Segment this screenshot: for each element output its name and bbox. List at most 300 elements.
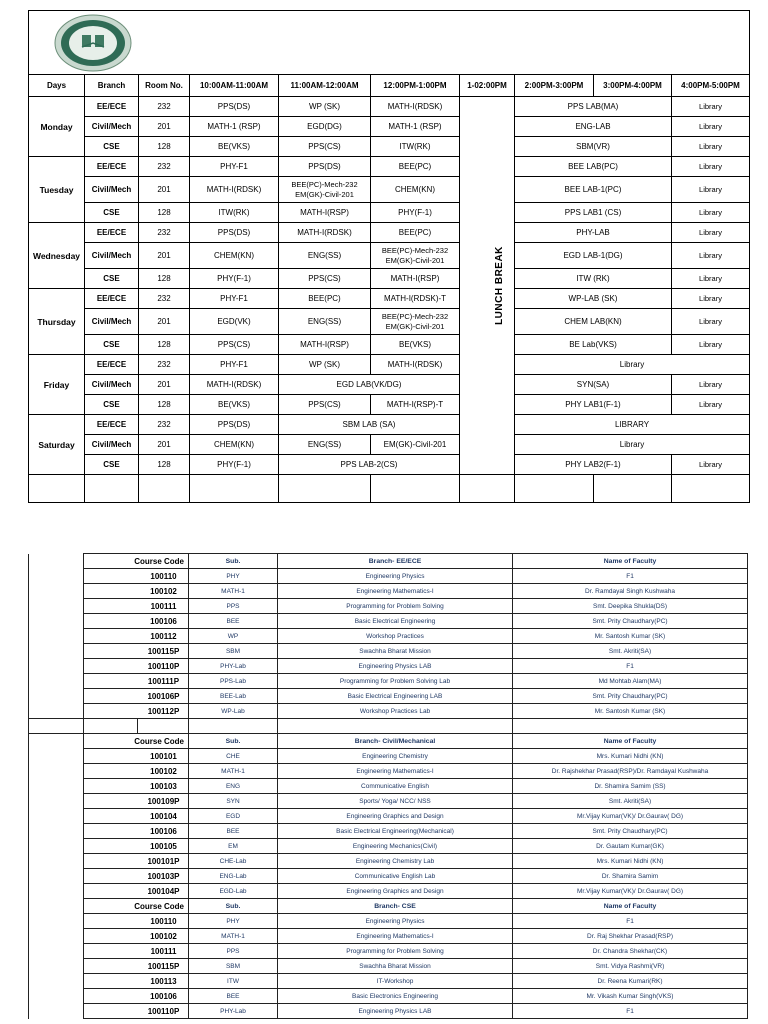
table-row — [29, 659, 748, 674]
course-code: 100106P — [84, 689, 189, 704]
blank-cell — [29, 584, 84, 599]
blank-cell — [29, 824, 84, 839]
subject-name: Swachha Bharat Mission — [278, 959, 513, 974]
subject-name: Engineering Physics — [278, 569, 513, 584]
subject-name: Workshop Practices Lab — [278, 704, 513, 719]
course-code: 100109P — [84, 794, 189, 809]
subject-name: IT-Workshop — [278, 974, 513, 989]
room-cell: 232 — [139, 289, 190, 309]
faculty-name: Mr.Vijay Kumar(VK)/ Dr.Gaurav( DG) — [513, 884, 748, 899]
period-cell: PHY(F-1) — [190, 269, 279, 289]
blank-cell — [29, 974, 84, 989]
course-code: 100103P — [84, 869, 189, 884]
blank-cell — [29, 719, 84, 734]
faculty-name: Smt. Prity Chaudhary(PC) — [513, 689, 748, 704]
blank-cell — [29, 809, 84, 824]
blank-cell — [29, 674, 84, 689]
subject-code: PHY — [189, 914, 278, 929]
room-cell: 201 — [139, 243, 190, 269]
faculty-name: Dr. Shamira Samim — [513, 869, 748, 884]
lab-cell: BEE LAB(PC) — [515, 157, 672, 177]
blank-cell — [29, 1004, 84, 1019]
period-cell: PPS(DS) — [190, 415, 279, 435]
subject-name: Engineering Graphics and Design — [278, 809, 513, 824]
period-cell: MATH-1 (RSP) — [190, 117, 279, 137]
header-slot-4: 2:00PM-3:00PM — [515, 75, 594, 97]
course-code: 100101P — [84, 854, 189, 869]
room-cell: 232 — [139, 223, 190, 243]
subject-name: Programming for Problem Solving — [278, 944, 513, 959]
course-code: 100104 — [84, 809, 189, 824]
timetable-empty-row — [29, 475, 750, 503]
faculty-name: Dr. Reena Kumari(RK) — [513, 974, 748, 989]
day-saturday: Saturday — [29, 415, 85, 475]
table-row — [29, 764, 748, 779]
timetable-row — [29, 137, 750, 157]
table-row — [29, 824, 748, 839]
table-row — [29, 854, 748, 869]
period-cell: BE(VKS) — [190, 395, 279, 415]
subject-code: BEE — [189, 989, 278, 1004]
branch-cell: EE/ECE — [85, 157, 139, 177]
subject-name: Engineering Physics — [278, 914, 513, 929]
table-row — [29, 929, 748, 944]
blank-cell — [84, 719, 138, 734]
table-row — [29, 749, 748, 764]
header-room: Room No. — [139, 75, 190, 97]
table-row — [29, 1004, 748, 1019]
timetable-row — [29, 157, 750, 177]
blank-cell — [29, 989, 84, 1004]
room-cell: 201 — [139, 309, 190, 335]
faculty-name: F1 — [513, 1004, 748, 1019]
subject-code: MATH-1 — [189, 929, 278, 944]
blank-cell — [29, 794, 84, 809]
room-cell: 201 — [139, 375, 190, 395]
faculty-name: Mrs. Kumari Nidhi (KN) — [513, 854, 748, 869]
branch-cell: EE/ECE — [85, 97, 139, 117]
blank-cell — [29, 914, 84, 929]
period-cell: PPS(CS) — [279, 137, 371, 157]
course-code-header: Course Code — [84, 734, 189, 749]
timetable-row — [29, 309, 750, 335]
course-code-header: Course Code — [84, 899, 189, 914]
period-cell: PHY-F1 — [190, 289, 279, 309]
blank-cell — [29, 614, 84, 629]
timetable-row — [29, 177, 750, 203]
period-cell: ENG(SS) — [279, 243, 371, 269]
blank-cell — [29, 554, 84, 569]
course-code: 100112P — [84, 704, 189, 719]
library-cell: Library — [672, 289, 750, 309]
lab-cell: PHY LAB1(F-1) — [515, 395, 672, 415]
course-code: 100110 — [84, 914, 189, 929]
course-code: 100110 — [84, 569, 189, 584]
lab-cell: PHY-LAB — [515, 223, 672, 243]
blank-cell — [29, 899, 84, 914]
subject-name: Sports/ Yoga/ NCC/ NSS — [278, 794, 513, 809]
library-cell: Library — [672, 223, 750, 243]
course-code: 100106 — [84, 989, 189, 1004]
blank-cell — [29, 929, 84, 944]
lab-cell: PPS LAB(MA) — [515, 97, 672, 117]
subject-name: Engineering Mathematics-I — [278, 764, 513, 779]
course-code: 100101 — [84, 749, 189, 764]
branch-cell: Civil/Mech — [85, 435, 139, 455]
library-cell: Library — [672, 269, 750, 289]
library-cell: Library — [672, 455, 750, 475]
header-slot-3: 12:00PM-1:00PM — [371, 75, 460, 97]
library-cell: Library — [672, 203, 750, 223]
subject-code: BEE — [189, 824, 278, 839]
library-cell: LIBRARY — [515, 415, 750, 435]
course-code: 100115P — [84, 959, 189, 974]
period-cell: PPS LAB-2(CS) — [279, 455, 460, 475]
table-row — [29, 944, 748, 959]
timetable-row — [29, 97, 750, 117]
period-cell: PPS(DS) — [190, 223, 279, 243]
day-tuesday: Tuesday — [29, 157, 85, 223]
period-cell-split: BEE(PC)-Mech-232 EM(GK)-Civil-201 — [279, 177, 371, 203]
faculty-name: F1 — [513, 569, 748, 584]
library-cell: Library — [672, 157, 750, 177]
branch-cell: Civil/Mech — [85, 117, 139, 137]
course-code-header: Course Code — [84, 554, 189, 569]
lab-cell: PPS LAB1 (CS) — [515, 203, 672, 223]
table-row — [29, 884, 748, 899]
course-code: 100102 — [84, 929, 189, 944]
timetable-row — [29, 117, 750, 137]
room-cell: 128 — [139, 203, 190, 223]
college-seal-logo — [53, 13, 133, 73]
subject-name: Programming for Problem Solving — [278, 599, 513, 614]
period-cell: WP (SK) — [279, 355, 371, 375]
faculty-name: Smt. Vidya Rashmi(VR) — [513, 959, 748, 974]
period-cell: PHY(F-1) — [371, 203, 460, 223]
branch-header: Branch- Civil/Mechanical — [278, 734, 513, 749]
faculty-name: Mrs. Kumari Nidhi (KN) — [513, 749, 748, 764]
subject-code: ENG-Lab — [189, 869, 278, 884]
table-row — [29, 989, 748, 1004]
blank-cell — [29, 854, 84, 869]
period-cell: MATH-I(RSP) — [279, 335, 371, 355]
faculty-section-header — [29, 734, 748, 749]
period-cell: EGD(VK) — [190, 309, 279, 335]
table-row — [29, 869, 748, 884]
table-row — [29, 599, 748, 614]
period-cell: BE(VKS) — [190, 137, 279, 157]
blank-cell — [29, 959, 84, 974]
table-row — [29, 614, 748, 629]
blank-cell — [29, 884, 84, 899]
room-cell: 128 — [139, 269, 190, 289]
faculty-name: Smt. Akriti(SA) — [513, 644, 748, 659]
lab-cell: BEE LAB-1(PC) — [515, 177, 672, 203]
table-row — [29, 569, 748, 584]
faculty-name: F1 — [513, 914, 748, 929]
course-code: 100103 — [84, 779, 189, 794]
faculty-name: F1 — [513, 659, 748, 674]
lab-cell: ENG-LAB — [515, 117, 672, 137]
library-cell: Library — [672, 243, 750, 269]
day-monday: Monday — [29, 97, 85, 157]
faculty-name: Dr. Rajshekhar Prasad(RSP)/Dr. Ramdayal Kushwaha — [513, 764, 748, 779]
header-branch: Branch — [85, 75, 139, 97]
blank-cell — [29, 839, 84, 854]
timetable-row — [29, 355, 750, 375]
blank-cell — [278, 719, 513, 734]
sub-header: Sub. — [189, 734, 278, 749]
subject-code: PPS — [189, 944, 278, 959]
day-wednesday: Wednesday — [29, 223, 85, 289]
period-cell: ENG(SS) — [279, 435, 371, 455]
branch-cell: EE/ECE — [85, 355, 139, 375]
faculty-name: Dr. Shamira Samim (SS) — [513, 779, 748, 794]
timetable-row — [29, 243, 750, 269]
faculty-name: Smt. Akriti(SA) — [513, 794, 748, 809]
period-cell: ENG(SS) — [279, 309, 371, 335]
timetable-row — [29, 415, 750, 435]
period-cell: MATH-I(RSP)-T — [371, 395, 460, 415]
period-cell: CHEM(KN) — [371, 177, 460, 203]
timetable-row — [29, 435, 750, 455]
period-cell: BEE(PC) — [371, 157, 460, 177]
table-row — [29, 629, 748, 644]
course-code: 100102 — [84, 764, 189, 779]
faculty-name: Smt. Deepika Shukla(DS) — [513, 599, 748, 614]
subject-code: CHE-Lab — [189, 854, 278, 869]
timetable-row — [29, 203, 750, 223]
faculty-name: Dr. Chandra Shekhar(CK) — [513, 944, 748, 959]
period-cell: PHY-F1 — [190, 355, 279, 375]
table-row — [29, 674, 748, 689]
faculty-name: Dr. Raj Shekhar Prasad(RSP) — [513, 929, 748, 944]
blank-cell — [29, 749, 84, 764]
period-cell: MATH-I(RDSK)-T — [371, 289, 460, 309]
timetable-row — [29, 223, 750, 243]
library-cell: Library — [515, 355, 750, 375]
subject-code: ITW — [189, 974, 278, 989]
table-row — [29, 959, 748, 974]
period-cell: MATH-I(RDSK) — [190, 375, 279, 395]
branch-cell: EE/ECE — [85, 415, 139, 435]
subject-name: Engineering Mathematics-I — [278, 584, 513, 599]
period-cell: MATH-I(RDSK) — [371, 355, 460, 375]
period-cell: MATH-I(RDSK) — [371, 97, 460, 117]
sub-header: Sub. — [189, 899, 278, 914]
branch-header: Branch- EE/ECE — [278, 554, 513, 569]
header-slot-1: 10:00AM-11:00AM — [190, 75, 279, 97]
timetable-row — [29, 395, 750, 415]
branch-cell: CSE — [85, 395, 139, 415]
period-cell: PHY(F-1) — [190, 455, 279, 475]
library-cell: Library — [672, 335, 750, 355]
branch-cell: CSE — [85, 137, 139, 157]
subject-code: SBM — [189, 644, 278, 659]
blank-cell — [29, 689, 84, 704]
faculty-name: Smt. Prity Chaudhary(PC) — [513, 614, 748, 629]
period-cell: ITW(RK) — [371, 137, 460, 157]
subject-name: Engineering Physics LAB — [278, 1004, 513, 1019]
course-code: 100111 — [84, 599, 189, 614]
subject-code: SBM — [189, 959, 278, 974]
room-cell: 128 — [139, 335, 190, 355]
subject-name: Engineering Chemistry Lab — [278, 854, 513, 869]
room-cell: 128 — [139, 395, 190, 415]
table-row — [29, 704, 748, 719]
faculty-name: Dr. Ramdayal Singh Kushwaha — [513, 584, 748, 599]
table-row — [29, 839, 748, 854]
table-row — [29, 914, 748, 929]
subject-code: EGD — [189, 809, 278, 824]
lab-cell: CHEM LAB(KN) — [515, 309, 672, 335]
branch-cell: CSE — [85, 335, 139, 355]
branch-cell: CSE — [85, 203, 139, 223]
period-cell: BE(VKS) — [371, 335, 460, 355]
branch-cell: Civil/Mech — [85, 309, 139, 335]
branch-cell: Civil/Mech — [85, 375, 139, 395]
day-thursday: Thursday — [29, 289, 85, 355]
subject-name: Engineering Mechanics(Civil) — [278, 839, 513, 854]
period-cell-split: BEE(PC)-Mech-232 EM(GK)-Civil-201 — [371, 243, 460, 269]
period-cell: PPS(CS) — [190, 335, 279, 355]
table-row — [29, 689, 748, 704]
course-code: 100110P — [84, 1004, 189, 1019]
subject-code: WP — [189, 629, 278, 644]
lab-cell: SBM(VR) — [515, 137, 672, 157]
header-lunch-slot: 1-02:00PM — [460, 75, 515, 97]
period-cell: CHEM(KN) — [190, 435, 279, 455]
library-cell: Library — [672, 177, 750, 203]
branch-cell: CSE — [85, 269, 139, 289]
period-cell-split: BEE(PC)-Mech-232 EM(GK)-Civil-201 — [371, 309, 460, 335]
blank-cell — [513, 719, 748, 734]
library-cell: Library — [672, 117, 750, 137]
table-row — [29, 779, 748, 794]
faculty-name: Mr.Vijay Kumar(VK)/ Dr.Gaurav( DG) — [513, 809, 748, 824]
room-cell: 232 — [139, 97, 190, 117]
blank-cell — [138, 719, 189, 734]
course-code: 100106 — [84, 824, 189, 839]
blank-cell — [29, 644, 84, 659]
subject-code: PHY — [189, 569, 278, 584]
faculty-name: Mr. Santosh Kumar (SK) — [513, 629, 748, 644]
branch-cell: Civil/Mech — [85, 243, 139, 269]
course-code: 100112 — [84, 629, 189, 644]
library-cell: Library — [672, 375, 750, 395]
header-slot-6: 4:00PM-5:00PM — [672, 75, 750, 97]
period-cell: ITW(RK) — [190, 203, 279, 223]
blank-cell — [29, 599, 84, 614]
subject-code: PHY-Lab — [189, 659, 278, 674]
blank-cell — [29, 779, 84, 794]
room-cell: 232 — [139, 355, 190, 375]
timetable-row — [29, 289, 750, 309]
timetable — [28, 10, 750, 503]
subject-name: Swachha Bharat Mission — [278, 644, 513, 659]
subject-code: EGD-Lab — [189, 884, 278, 899]
logo-header — [29, 11, 750, 75]
subject-code: SYN — [189, 794, 278, 809]
subject-code: WP-Lab — [189, 704, 278, 719]
lab-cell: WP-LAB (SK) — [515, 289, 672, 309]
faculty-name-header: Name of Faculty — [513, 554, 748, 569]
period-cell: MATH-I(RDSK) — [190, 177, 279, 203]
library-cell: Library — [672, 137, 750, 157]
subject-code: BEE — [189, 614, 278, 629]
lab-cell: SYN(SA) — [515, 375, 672, 395]
period-cell: EGD LAB(VK/DG) — [279, 375, 460, 395]
blank-cell — [29, 659, 84, 674]
table-row — [29, 794, 748, 809]
header-days: Days — [29, 75, 85, 97]
period-cell: PPS(CS) — [279, 395, 371, 415]
subject-code: BEE-Lab — [189, 689, 278, 704]
blank-cell — [29, 944, 84, 959]
course-code: 100106 — [84, 614, 189, 629]
subject-name: Programming for Problem Solving Lab — [278, 674, 513, 689]
period-cell: EM(GK)-Civil-201 — [371, 435, 460, 455]
table-row — [29, 809, 748, 824]
subject-code: ENG — [189, 779, 278, 794]
lab-cell: ITW (RK) — [515, 269, 672, 289]
period-cell: WP (SK) — [279, 97, 371, 117]
library-cell: Library — [515, 435, 750, 455]
blank-cell — [29, 764, 84, 779]
course-code: 100105 — [84, 839, 189, 854]
period-cell: SBM LAB (SA) — [279, 415, 460, 435]
subject-name: Communicative English Lab — [278, 869, 513, 884]
period-cell: PPS(DS) — [279, 157, 371, 177]
branch-cell: EE/ECE — [85, 223, 139, 243]
lab-cell: PHY LAB2(F-1) — [515, 455, 672, 475]
room-cell: 201 — [139, 117, 190, 137]
blank-cell — [29, 569, 84, 584]
subject-name: Engineering Graphics and Design — [278, 884, 513, 899]
faculty-name: Smt. Prity Chaudhary(PC) — [513, 824, 748, 839]
room-cell: 201 — [139, 177, 190, 203]
room-cell: 232 — [139, 415, 190, 435]
period-cell: BEE(PC) — [371, 223, 460, 243]
header-slot-5: 3:00PM-4:00PM — [594, 75, 672, 97]
subject-name: Basic Electrical Engineering(Mechanical) — [278, 824, 513, 839]
library-cell: Library — [672, 395, 750, 415]
period-cell: EGD(DG) — [279, 117, 371, 137]
course-code: 100110P — [84, 659, 189, 674]
room-cell: 128 — [139, 455, 190, 475]
subject-name: Basic Electronics Engineering — [278, 989, 513, 1004]
period-cell: PHY-F1 — [190, 157, 279, 177]
subject-code: PHY-Lab — [189, 1004, 278, 1019]
table-row — [29, 584, 748, 599]
faculty-name-header: Name of Faculty — [513, 899, 748, 914]
subject-name: Workshop Practices — [278, 629, 513, 644]
faculty-name: Md Mohtab Alam(MA) — [513, 674, 748, 689]
room-cell: 232 — [139, 157, 190, 177]
period-cell: BEE(PC) — [279, 289, 371, 309]
course-code: 100111 — [84, 944, 189, 959]
period-cell: CHEM(KN) — [190, 243, 279, 269]
subject-code: MATH-1 — [189, 584, 278, 599]
timetable-row — [29, 269, 750, 289]
timetable-row — [29, 335, 750, 355]
library-cell: Library — [672, 309, 750, 335]
room-cell: 201 — [139, 435, 190, 455]
period-cell: MATH-I(RDSK) — [279, 223, 371, 243]
faculty-name: Mr. Santosh Kumar (SK) — [513, 704, 748, 719]
sub-header: Sub. — [189, 554, 278, 569]
subject-name: Communicative English — [278, 779, 513, 794]
